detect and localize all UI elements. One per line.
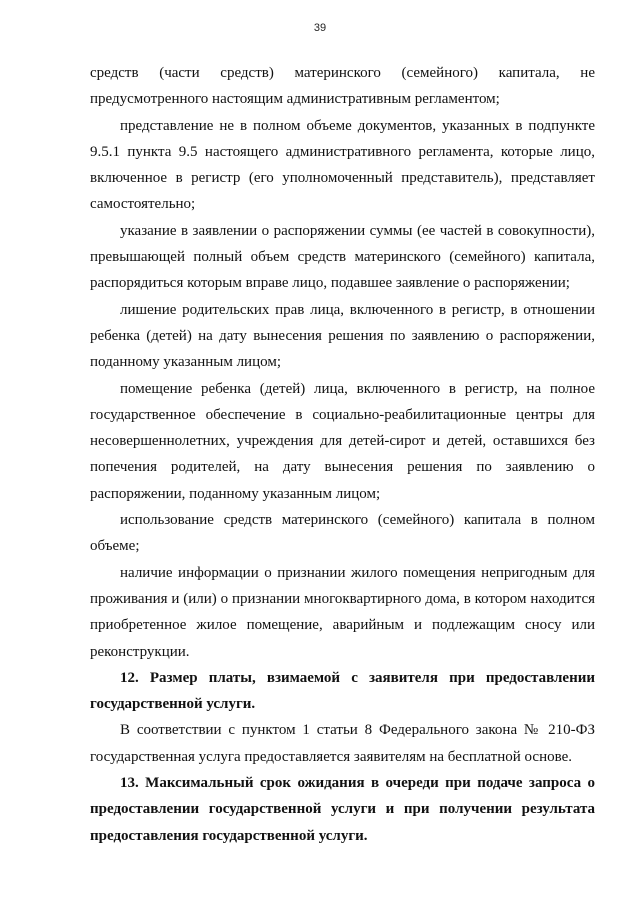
page-number: 39 <box>313 22 327 34</box>
paragraph-incomplete-documents: представление не в полном объеме документов, указанных в подпункте 9.5.1 пункта 9.5 настоящего административного регламента, которые лицо, включенное в регистр (его уполномоченный представитель), представляет самостоятельно; <box>90 117 595 213</box>
paragraph-child-state-care: помещение ребенка (детей) лица, включенного в регистр, на полное государственное обеспечение в социально-реабилитационные центры для несовершеннолетних, учреждения для детей-сирот и детей, оставшихся без попечения родителей, на дату вынесения решения по заявлению о распоряжении, поданному указанным лицом; <box>90 380 595 502</box>
paragraph-deprivation-parental-rights: лишение родительских прав лица, включенного в регистр, в отношении ребенка (детей) на дату вынесения решения по заявлению о распоряжении, поданному указанным лицом; <box>90 301 595 371</box>
section-heading-12: 12. Размер платы, взимаемой с заявителя при предоставлении государственной услуги. <box>90 669 595 713</box>
paragraph-unfit-housing: наличие информации о признании жилого помещения непригодным для проживания и (или) о признании многоквартирного дома, в котором находится приобретенное жилое помещение, аварийным и подлежащим сносу или реконструкции. <box>90 564 595 660</box>
paragraph-amount-exceeds-capital: указание в заявлении о распоряжении суммы (ее частей в совокупности), превышающей полный объем средств материнского (семейного) капитала, распорядиться которым вправе лицо, подавшее заявление о распоряжении; <box>90 222 595 292</box>
paragraph-capital-fully-used: использование средств материнского (семейного) капитала в полном объеме; <box>90 512 595 555</box>
paragraph-capital-use-not-provided: средств (части средств) материнского (семейного) капитала, не предусмотренного настоящим административным регламентом; <box>90 65 595 108</box>
paragraph-free-service: В соответствии с пунктом 1 статьи 8 Федерального закона № 210-ФЗ государственная услуга предоставляется заявителям на бесплатной основе. <box>90 722 595 765</box>
section-heading-13: 13. Максимальный срок ожидания в очереди при подаче запроса о предоставлении государственной услуги и при получении результата предоставления государственной услуги. <box>90 775 595 844</box>
document-body <box>90 60 595 849</box>
